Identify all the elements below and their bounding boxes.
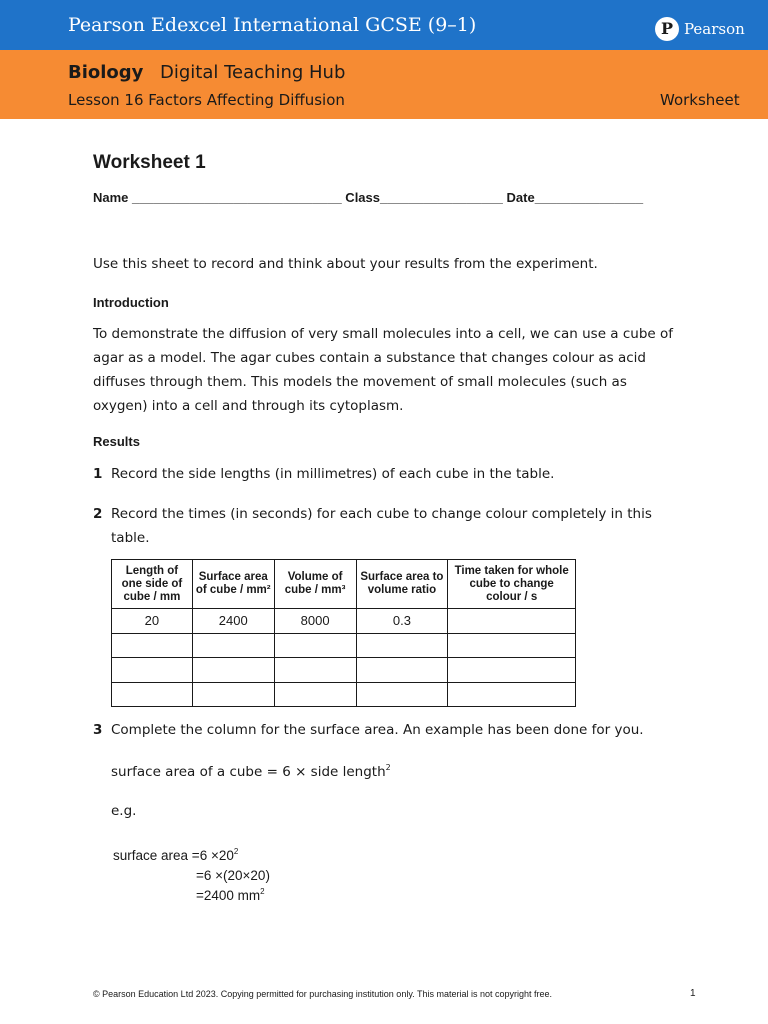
document-type-label: Worksheet bbox=[660, 91, 740, 109]
table-cell bbox=[448, 633, 576, 658]
table-cell bbox=[112, 658, 193, 683]
table-cell: 0.3 bbox=[356, 609, 448, 634]
column-header: Volume of cube / mm³ bbox=[274, 560, 356, 609]
math-label: surface area = bbox=[113, 848, 200, 863]
table-cell: 2400 bbox=[192, 609, 274, 634]
table-cell bbox=[274, 682, 356, 707]
table-cell bbox=[192, 682, 274, 707]
column-header: Surface area of cube / mm² bbox=[192, 560, 274, 609]
table-cell bbox=[448, 658, 576, 683]
worked-example-line-3 bbox=[196, 888, 265, 903]
question-number: 2 bbox=[93, 506, 103, 522]
worksheet-title: Worksheet 1 bbox=[93, 152, 206, 173]
table-cell bbox=[356, 633, 448, 658]
results-table bbox=[111, 559, 576, 707]
brand-name: Pearson bbox=[684, 20, 745, 38]
table-cell bbox=[356, 658, 448, 683]
column-header: Surface area to volume ratio bbox=[356, 560, 448, 609]
subject-label: Biology bbox=[68, 62, 144, 83]
table-row bbox=[112, 658, 576, 683]
surface-area-formula bbox=[111, 764, 391, 780]
formula-text: surface area of a cube = 6 × side length bbox=[111, 764, 386, 780]
table-header-row bbox=[112, 560, 576, 609]
math-exponent: 2 bbox=[233, 847, 239, 856]
question-text: Complete the column for the surface area. An example has been done for you. bbox=[111, 722, 644, 738]
table-cell bbox=[274, 658, 356, 683]
math-expression: =2400 mm bbox=[196, 888, 261, 903]
qualification-title: Pearson Edexcel International GCSE (9–1) bbox=[68, 14, 477, 36]
table-cell bbox=[192, 633, 274, 658]
worked-example-line-1 bbox=[113, 848, 238, 863]
hub-label: Digital Teaching Hub bbox=[160, 62, 346, 83]
column-header: Length of one side of cube / mm bbox=[112, 560, 193, 609]
question-number: 1 bbox=[93, 466, 103, 482]
table-cell bbox=[448, 682, 576, 707]
question-number: 3 bbox=[93, 722, 103, 738]
lesson-title: Lesson 16 Factors Affecting Diffusion bbox=[68, 91, 345, 109]
question-text: Record the side lengths (in millimetres) of each cube in the table. bbox=[111, 466, 555, 482]
table-row bbox=[112, 682, 576, 707]
page-number: 1 bbox=[690, 988, 696, 999]
table-row bbox=[112, 633, 576, 658]
math-expression: 6 ×20 bbox=[199, 848, 234, 863]
worked-example-line-2: =6 ×(20×20) bbox=[196, 868, 270, 883]
table-cell bbox=[192, 658, 274, 683]
table-cell bbox=[274, 633, 356, 658]
introduction-paragraph: To demonstrate the diffusion of very small molecules into a cell, we can use a cube of agar as a model. The agar cubes contain a substance that changes colour as acid diffuses through them. This models the movement of small molecules (such as oxygen) into a cell and through its cytoplasm. bbox=[93, 326, 674, 414]
table-cell bbox=[448, 609, 576, 634]
introduction-heading: Introduction bbox=[93, 295, 169, 310]
table-cell: 20 bbox=[112, 609, 193, 634]
copyright-notice: © Pearson Education Ltd 2023. Copying permitted for purchasing institution only. This material is not copyright free. bbox=[93, 989, 553, 999]
column-header: Time taken for whole cube to change colour / s bbox=[448, 560, 576, 609]
table-cell bbox=[112, 633, 193, 658]
logo-letter: P bbox=[660, 19, 674, 38]
math-exponent: 2 bbox=[260, 887, 265, 896]
example-label: e.g. bbox=[111, 803, 137, 819]
formula-exponent: 2 bbox=[385, 763, 391, 772]
table-cell bbox=[112, 682, 193, 707]
question-text: Record the times (in seconds) for each cube to change colour completely in this table. bbox=[111, 506, 652, 546]
table-cell bbox=[356, 682, 448, 707]
pearson-logo-icon bbox=[655, 17, 679, 41]
table-row bbox=[112, 609, 576, 634]
results-heading: Results bbox=[93, 434, 140, 449]
intro-text: Use this sheet to record and think about your results from the experiment. bbox=[93, 256, 598, 272]
name-class-date-line: Name _____________________________ Class_________________ Date_______________ bbox=[93, 190, 644, 205]
table-cell: 8000 bbox=[274, 609, 356, 634]
